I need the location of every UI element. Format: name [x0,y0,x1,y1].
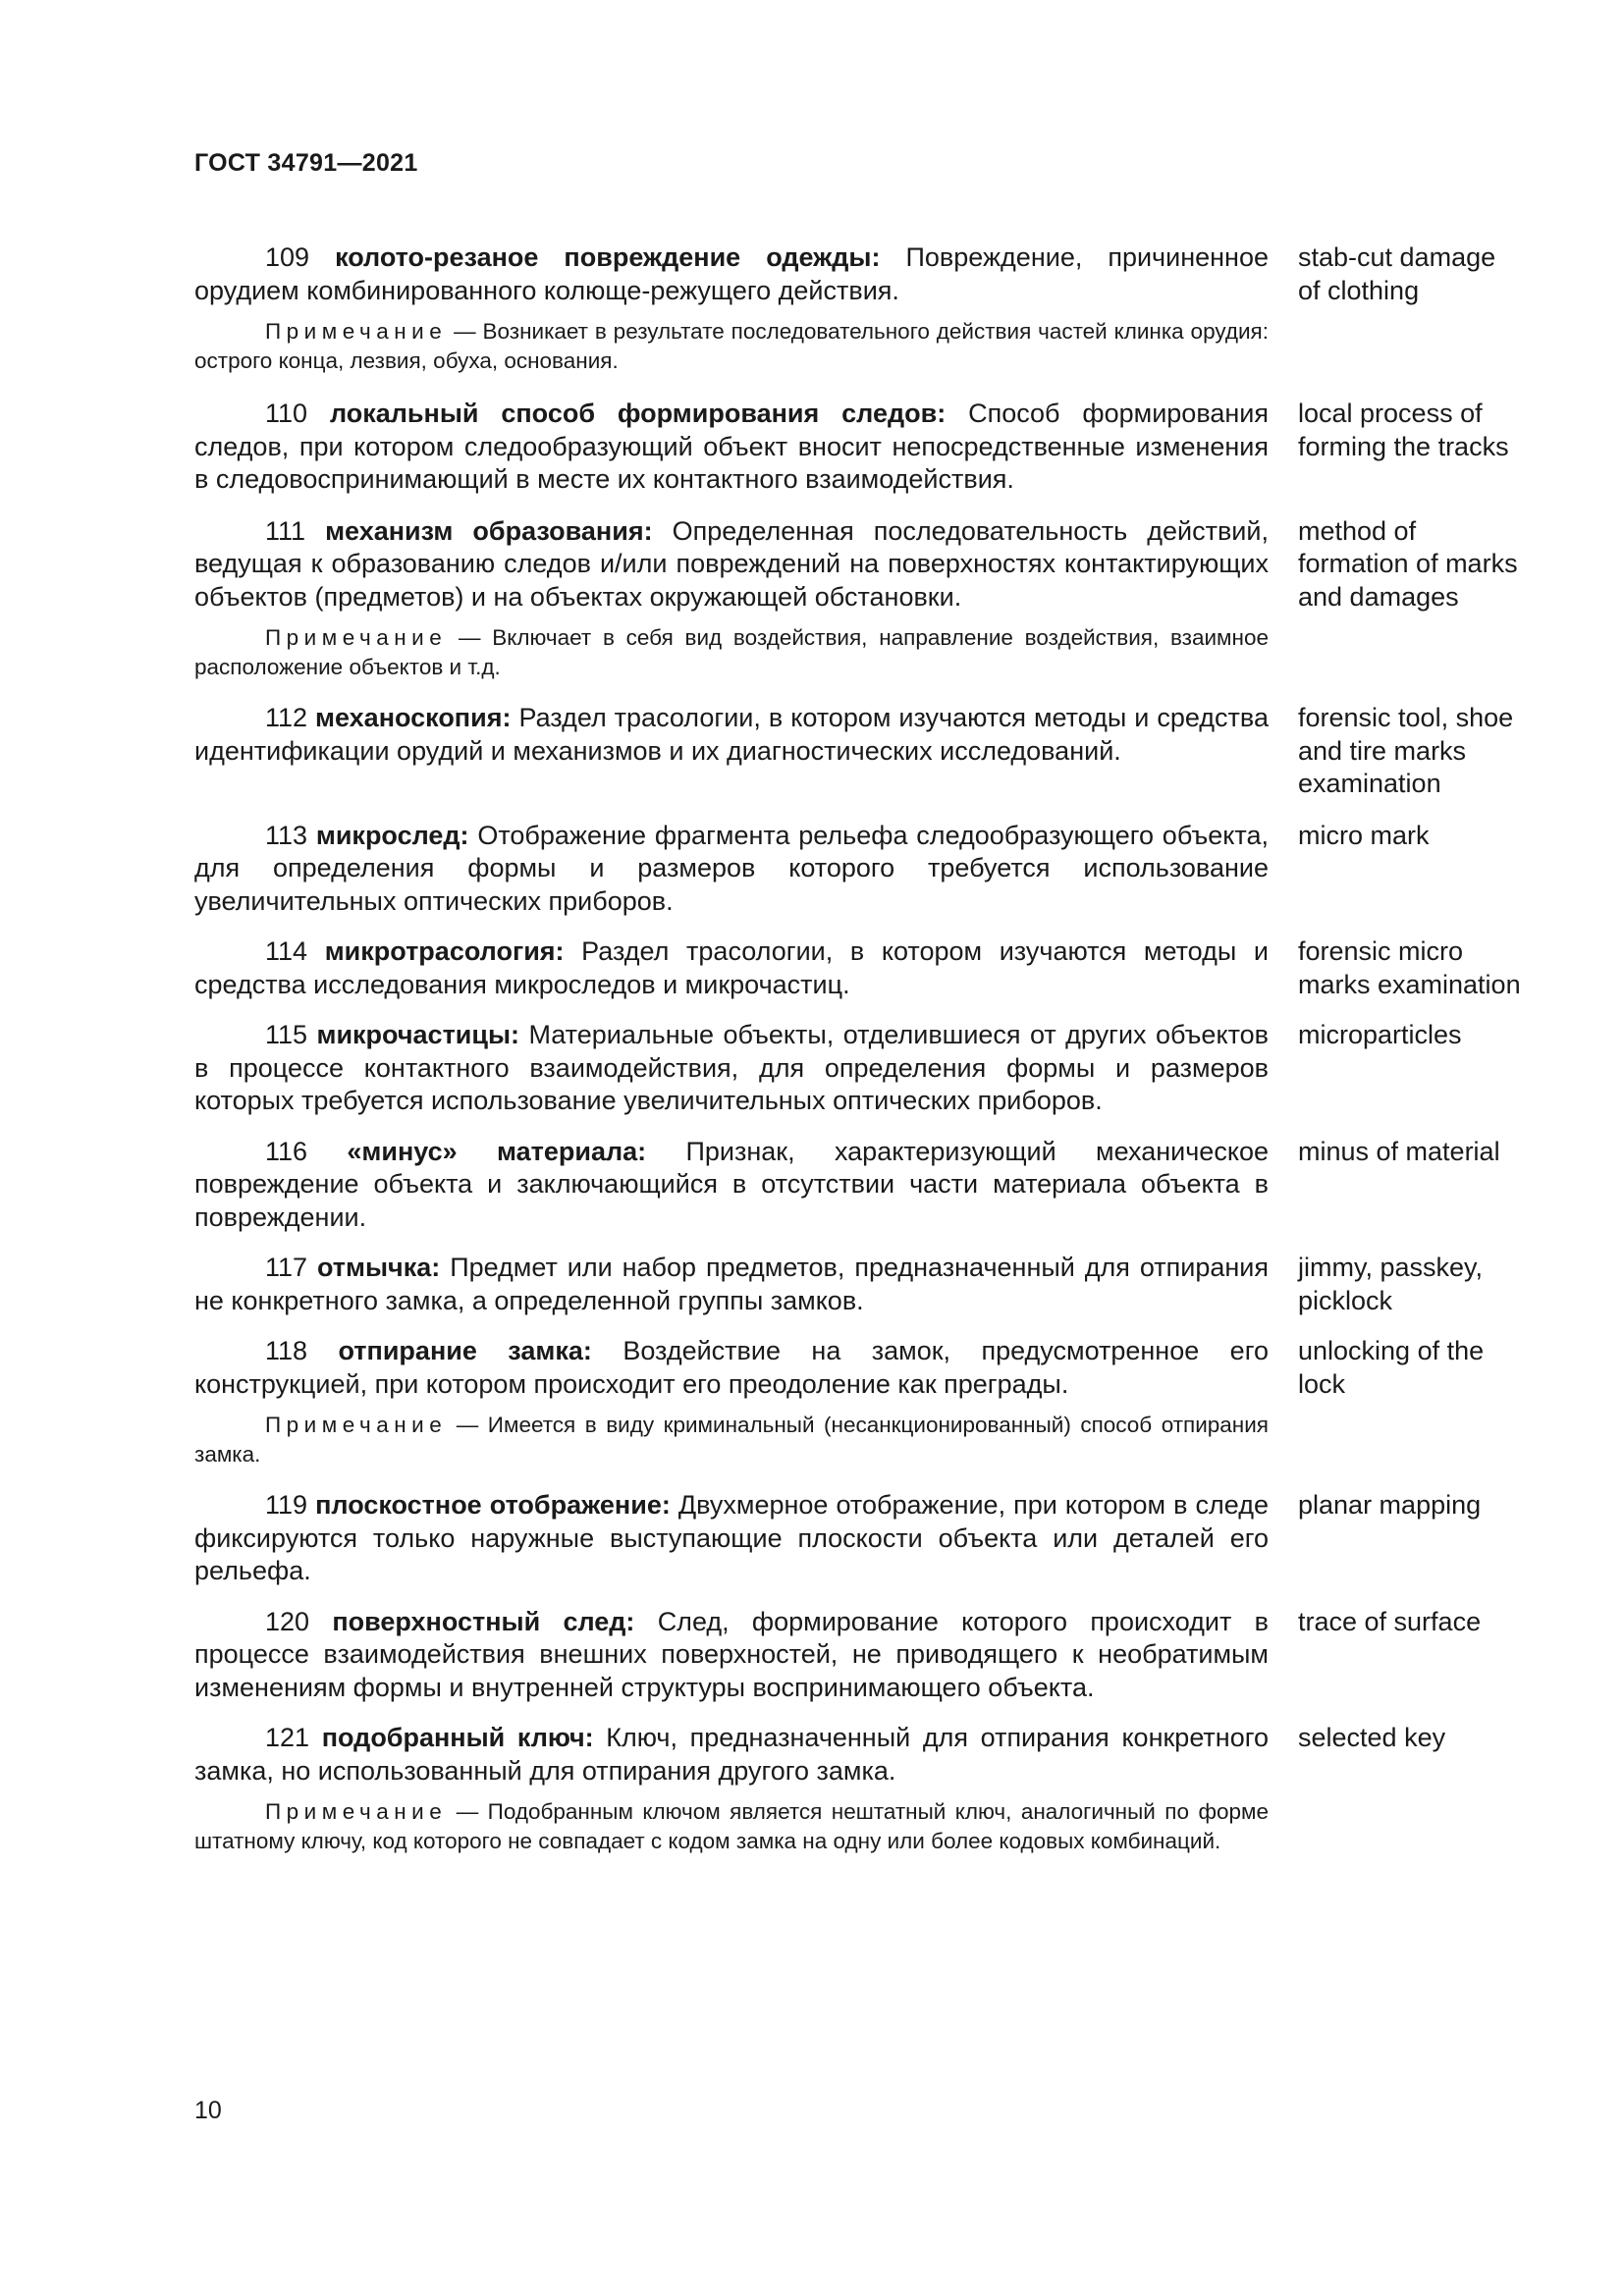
note-dash: — [454,319,476,344]
note-label: Примечание [265,1799,448,1824]
term-note [194,1797,1269,1856]
term-definition-text: Способ формирования следов, при котором следообразующий объект вносит непосредственные изменения в следовоспринимающий в месте их контактного взаимодействия. [194,399,1269,494]
note-text: Возникает в результате последовательного действия частей клинка орудия: острого конца, лезвия, обуха, основания. [194,319,1269,373]
term-definition [194,702,1269,768]
term-number: 110 [265,399,308,428]
term-main [194,1489,1269,1588]
term-number: 115 [265,1020,308,1049]
term-note [194,623,1269,682]
note-dash: — [459,625,481,650]
note-text: Подобранным ключом является нештатный ключ, аналогичный по форме штатному ключу, код которого не совпадает с кодом замка на одну или более кодовых комбинаций. [194,1799,1269,1853]
document-code-header: ГОСТ 34791—2021 [194,149,418,177]
term-main [194,398,1269,497]
term-english: microparticles [1298,1020,1462,1049]
term-title: поверхностный след: [332,1606,635,1636]
term-definition-text: След, формирование которого происходит в процессе взаимодействия внешних поверхностей, не приводящего к необратимым изменениям формы и внутренней структуры воспринимающего объекта. [194,1606,1269,1702]
term-main [194,702,1269,768]
term-number: 114 [265,936,308,966]
term-title: «минус» материала: [347,1136,647,1166]
term-entry-111 [194,515,1524,683]
note-text: Имеется в виду криминальный (несанкционированный) способ отпирания замка. [194,1413,1269,1467]
term-english: unlocking of the lock [1298,1336,1485,1399]
term-english: forensic tool, shoe and tire marks examination [1298,703,1514,798]
note-label: Примечание [265,625,448,650]
term-definition [194,515,1269,614]
term-definition [194,935,1269,1001]
note-dash: — [456,1799,479,1824]
term-title: колото-резаное повреждение одежды: [335,242,881,272]
term-english: selected key [1298,1723,1446,1752]
term-definition [194,1019,1269,1118]
term-definition [194,1606,1269,1705]
term-title: механизм образования: [325,515,653,546]
terms-list [194,241,1524,1856]
term-entry-116 [194,1136,1524,1235]
term-main [194,935,1269,1001]
term-main [194,1019,1269,1118]
term-definition-text: Ключ, предназначенный для отпирания конкретного замка, но использованный для отпирания другого замка. [194,1723,1269,1786]
term-entry-113 [194,820,1524,919]
term-definition-text: Двухмерное отображение, при котором в следе фиксируются только наружные выступающие плоскости объекта или деталей его рельефа. [194,1490,1269,1585]
term-entry-121 [194,1722,1524,1856]
term-definition-text: Воздействие на замок, предусмотренное его конструкцией, при котором происходит его преодоление как преграды. [194,1336,1269,1399]
term-entry-120 [194,1606,1524,1705]
term-english: local process of forming the tracks [1298,399,1509,461]
term-note [194,317,1269,376]
term-entry-114 [194,935,1524,1001]
term-entry-112 [194,702,1524,801]
term-number: 116 [265,1136,308,1166]
term-main [194,1722,1269,1856]
term-definition [194,820,1269,919]
term-number: 111 [265,515,306,546]
term-definition [194,241,1269,307]
term-title: отпирание замка: [338,1336,592,1365]
term-definition-text: Отображение фрагмента рельефа следообразующего объекта, для определения формы и размеров которого требуется использование увеличительных оптических приборов. [194,820,1269,916]
term-title: микрочастицы: [316,1020,520,1049]
term-number: 117 [265,1253,308,1282]
term-number: 109 [265,242,310,272]
term-title: микротрасология: [324,936,565,966]
term-number: 121 [265,1723,310,1752]
term-entry-110 [194,398,1524,497]
term-definition [194,1252,1269,1317]
term-definition-text: Предмет или набор предметов, предназначенный для отпирания не конкретного замка, а определенной группы замков. [194,1253,1269,1315]
note-label: Примечание [265,319,448,344]
term-entry-115 [194,1019,1524,1118]
term-main [194,1136,1269,1235]
term-definition-text: Повреждение, причиненное орудием комбинированного колюще-режущего действия. [194,242,1269,305]
term-definition [194,398,1269,497]
term-entry-119 [194,1489,1524,1588]
term-main [194,515,1269,683]
term-title: отмычка: [316,1253,441,1282]
term-note [194,1411,1269,1469]
term-title: подобранный ключ: [321,1723,594,1752]
term-number: 119 [265,1490,308,1520]
term-english: jimmy, passkey, picklock [1298,1253,1484,1315]
term-entry-118 [194,1335,1524,1469]
term-number: 118 [265,1336,308,1365]
term-entry-109 [194,241,1524,376]
term-english: minus of material [1298,1136,1500,1166]
term-english: planar mapping [1298,1490,1482,1520]
term-number: 120 [265,1606,310,1636]
term-definition [194,1722,1269,1788]
term-definition-text: Признак, характеризующий механическое повреждение объекта и заключающийся в отсутствии части материала объекта в повреждении. [194,1136,1269,1232]
term-english: micro mark [1298,820,1430,850]
term-definition-text: Раздел трасологии, в котором изучаются методы и средства исследования микроследов и микрочастиц. [194,936,1269,999]
term-title: плоскостное отображение: [315,1490,671,1520]
term-definition [194,1136,1269,1235]
term-definition-text: Определенная последовательность действий, ведущая к образованию следов и/или повреждений на поверхностях контактирующих объектов (предметов) и на объектах окружающей обстановки. [194,515,1269,612]
page-number: 10 [194,2097,222,2124]
term-definition-text: Материальные объекты, отделившиеся от других объектов в процессе контактного взаимодействия, для определения формы и размеров которых требуется использование увеличительных оптических приборов. [194,1020,1269,1115]
term-definition [194,1489,1269,1588]
term-main [194,241,1269,376]
term-english: trace of surface [1298,1606,1482,1636]
term-english: stab-cut damage of clothing [1298,242,1496,305]
term-definition [194,1335,1269,1401]
term-english: method of formation of marks and damages [1298,515,1518,612]
term-main [194,1606,1269,1705]
term-number: 113 [265,820,308,850]
term-main [194,820,1269,919]
term-title: механоскопия: [315,703,512,732]
term-entry-117 [194,1252,1524,1317]
note-dash: — [456,1413,479,1437]
note-text: Включает в себя вид воздействия, направление воздействия, взаимное расположение объектов и т.д. [194,625,1269,679]
term-definition-text: Раздел трасологии, в котором изучаются методы и средства идентификации орудий и механизмов и их диагностических исследований. [194,703,1269,766]
term-title: локальный способ формирования следов: [329,399,947,428]
term-title: микрослед: [315,820,469,850]
term-number: 112 [265,703,308,732]
term-english: forensic micro marks examination [1298,936,1521,999]
note-label: Примечание [265,1413,448,1437]
term-main [194,1335,1269,1469]
term-main [194,1252,1269,1317]
